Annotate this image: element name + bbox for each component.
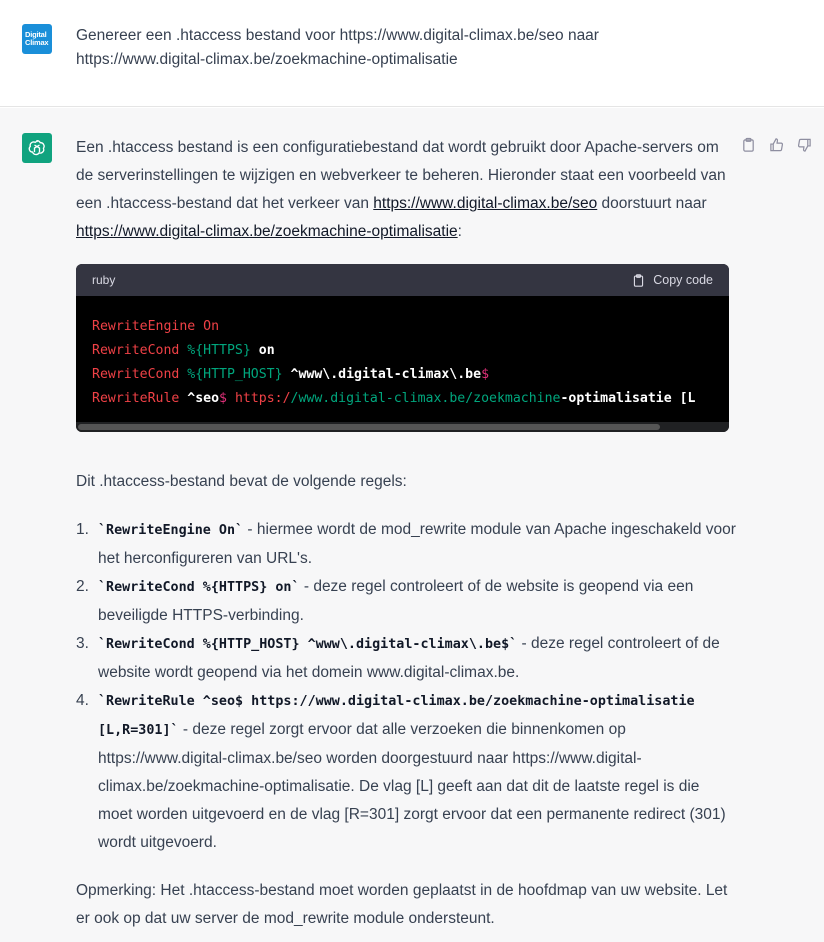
code-language: ruby [92, 273, 116, 287]
code-token: ^seo [179, 391, 220, 406]
list-item [76, 516, 736, 573]
code-content [76, 296, 729, 411]
list-text: - deze regel controleert of de website is geopend via een beveiligde HTTPS-verbinding. [98, 578, 694, 624]
code-line-2 [92, 339, 713, 363]
clipboard-icon [632, 273, 645, 288]
assistant-explanation [76, 468, 736, 933]
seo-link[interactable]: https://www.digital-climax.be/seo [98, 750, 322, 767]
code-token: $ [219, 391, 227, 406]
intro-text-1: Een .htaccess bestand is een configuratiebestand dat wordt gebruikt door Apache-servers om de serverinstellingen te wijzigen en webverkeer te beheren. Hieronder staat een voorbeeld van een .htaccess-bestand dat het verkeer van [76, 139, 726, 212]
code-token: RewriteCond [92, 343, 180, 358]
inline-code: `RewriteEngine On` [98, 523, 244, 538]
list-item [76, 687, 736, 857]
copy-code-label: Copy code [653, 273, 713, 287]
list-item [76, 573, 736, 630]
user-message-text: Genereer een .htaccess bestand voor https://www.digital-climax.be/seo naar https://www.digital-climax.be/zoekmachine-optimalisatie [76, 27, 599, 68]
code-line-4 [92, 387, 713, 411]
code-token: on [250, 343, 275, 358]
inline-code: `RewriteCond %{HTTP_HOST} ^www\.digital-climax\.be$` [98, 637, 518, 652]
list-number: 1. [76, 521, 89, 538]
list-text-tail: . [515, 664, 520, 681]
code-scrollbar[interactable] [76, 422, 729, 432]
list-number: 4. [76, 692, 89, 709]
list-text-mid: worden doorgestuurd naar [321, 750, 513, 767]
copy-code-button[interactable] [632, 273, 713, 288]
intro-text-2: doorstuurt naar [597, 195, 707, 212]
rules-heading: Dit .htaccess-bestand bevat de volgende regels: [76, 473, 407, 490]
list-text: - hiermee wordt de mod_rewrite module van Apache ingeschakeld voor het herconfigureren van URL's. [98, 521, 736, 567]
code-header [76, 264, 729, 296]
openai-logo-icon [27, 138, 47, 158]
thumbs-down-icon[interactable] [797, 137, 812, 153]
avatar-text-2: Climax [25, 38, 49, 47]
code-line-1 [92, 315, 713, 339]
list-item [76, 630, 736, 687]
user-avatar [22, 24, 52, 54]
assistant-intro [76, 134, 728, 246]
code-token: On [195, 319, 220, 334]
code-block [76, 264, 729, 432]
assistant-message [0, 108, 824, 942]
domain-link[interactable]: www.digital-climax.be [366, 664, 516, 681]
list-text: - deze regel zorgt ervoor dat alle verzoeken die binnenkomen op [178, 721, 626, 738]
code-token: https:/ [227, 391, 291, 406]
avatar-text-1: Digital [25, 30, 47, 39]
note-text: Opmerking: Het .htaccess-bestand moet worden geplaatst in de hoofdmap van uw website. Let er ook op dat uw server de mod_rewrite module ondersteunt. [76, 882, 728, 927]
message-actions [741, 137, 812, 153]
intro-link-seo[interactable]: https://www.digital-climax.be/seo [373, 195, 598, 212]
code-line-3 [92, 363, 713, 387]
code-token: /www.digital-climax.be/zoekmachine [290, 391, 561, 406]
intro-text-3: : [457, 223, 462, 240]
rules-list [76, 516, 736, 857]
code-scrollbar-thumb[interactable] [78, 424, 660, 430]
list-number: 2. [76, 578, 89, 595]
code-token: ^www\.digital-climax\.be [282, 367, 482, 382]
list-text-tail: . De vlag [L] geeft aan dat dit de laatste regel is die moet worden uitgevoerd en de vlag [R=301] zorgt ervoor dat een permanente redirect (301) wordt uitgevoerd. [98, 778, 726, 851]
intro-link-target[interactable]: https://www.digital-climax.be/zoekmachine-optimalisatie [76, 223, 458, 240]
code-token: $ [481, 367, 490, 382]
list-number: 3. [76, 635, 89, 652]
code-token: -optimalisatie [L [560, 391, 696, 406]
code-token: %{HTTPS} [179, 343, 251, 358]
assistant-avatar [22, 133, 52, 163]
inline-code: `RewriteCond %{HTTPS} on` [98, 580, 300, 595]
list-text: - deze regel controleert of de website wordt geopend via het domein [98, 635, 720, 681]
code-token: %{HTTP_HOST} [179, 367, 283, 382]
target-link[interactable]: https://www.digital-climax.be/zoekmachine-optimalisatie [98, 750, 642, 795]
code-token: RewriteRule [92, 391, 180, 406]
code-token: RewriteCond [92, 367, 180, 382]
clipboard-icon[interactable] [741, 137, 756, 153]
inline-code: `RewriteRule ^seo$ https://www.digital-climax.be/zoekmachine-optimalisatie [L,R=301]` [98, 694, 695, 738]
code-token: RewriteEngine [92, 319, 196, 334]
user-message [0, 0, 824, 107]
thumbs-up-icon[interactable] [769, 137, 784, 153]
